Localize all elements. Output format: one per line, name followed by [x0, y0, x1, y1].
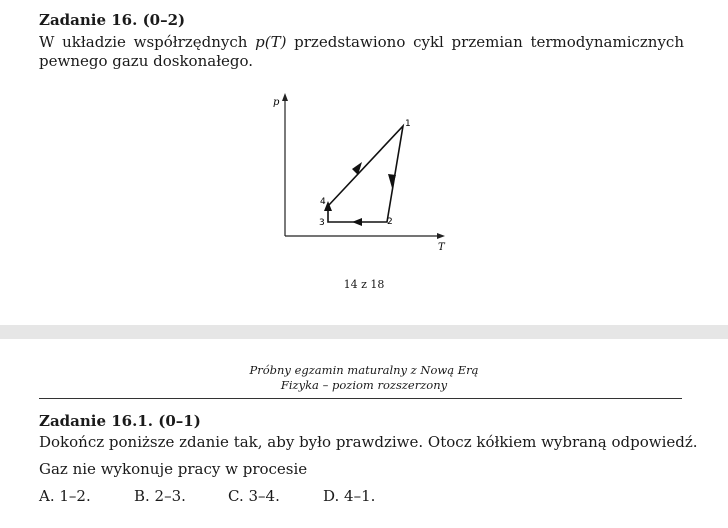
- cycle-path: [328, 126, 403, 222]
- answer-option-d[interactable]: D. 4–1.: [323, 487, 376, 505]
- task-intro: [39, 33, 684, 71]
- y-axis-label: p: [273, 97, 280, 108]
- header-rule: [39, 398, 682, 399]
- header-subject: Fizyka – poziom rozszerzony: [280, 378, 448, 392]
- point-label-1: 1: [405, 119, 411, 129]
- page-number: 14 z 18: [343, 278, 385, 291]
- point-label-3: 3: [319, 218, 325, 228]
- intro-text-after: przedstawiono cykl przemian termodynamicznych pewnego gazu doskonałego.: [39, 33, 684, 70]
- arrow-2-to-3: [352, 218, 362, 226]
- answer-option-c[interactable]: C. 3–4.: [228, 487, 280, 505]
- x-axis-arrow: [437, 233, 445, 239]
- subtask-stem: Gaz nie wykonuje pracy w procesie: [39, 460, 308, 478]
- intro-text-before: W układzie współrzędnych: [39, 33, 256, 51]
- subtask-title: Zadanie 16.1. (0–1): [39, 412, 201, 430]
- point-label-2: 2: [387, 217, 393, 227]
- pt-cycle-diagram: [260, 88, 460, 258]
- point-label-4: 4: [320, 197, 326, 207]
- subtask-question: Dokończ poniższe zdanie tak, aby było prawdziwe. Otocz kółkiem wybraną odpowiedź.: [39, 433, 698, 451]
- answer-option-a[interactable]: A. 1–2.: [39, 487, 91, 505]
- intro-math: p(T): [255, 33, 287, 51]
- arrow-4-to-1: [352, 162, 362, 175]
- y-axis-arrow: [282, 93, 288, 101]
- arrow-1-to-2: [388, 174, 396, 188]
- task-title: Zadanie 16. (0–2): [39, 11, 186, 29]
- exam-page-bottom: [0, 339, 728, 528]
- x-axis-label: T: [438, 242, 445, 253]
- answer-option-b[interactable]: B. 2–3.: [134, 487, 186, 505]
- header-exam-name: Próbny egzamin maturalny z Nową Erą: [249, 363, 479, 377]
- page-separator: [0, 325, 728, 339]
